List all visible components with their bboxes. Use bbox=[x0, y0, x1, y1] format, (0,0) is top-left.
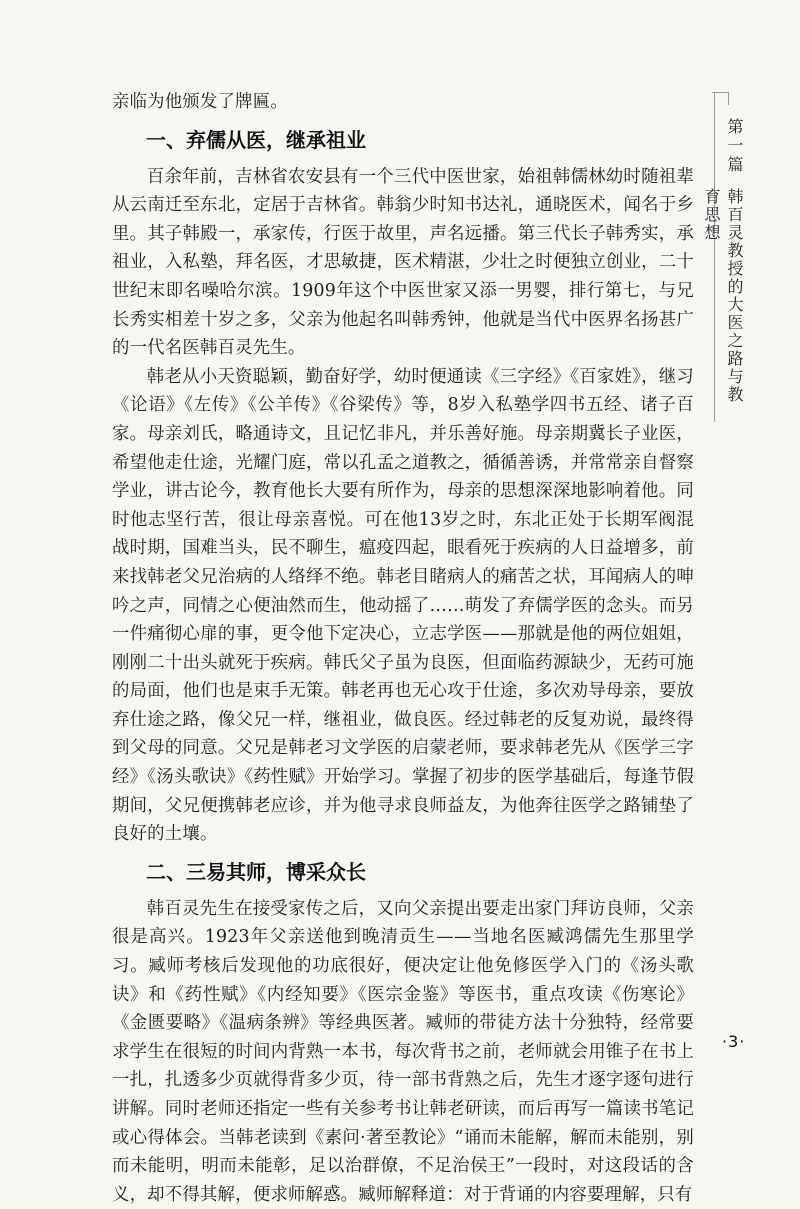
paragraph-3: 韩百灵先生在接受家传之后，又向父亲提出要走出家门拜访良师，父亲很是高兴。1923年父亲送他到晚清贡生——当地名医臧鸿儒先生那里学习。臧师考核后发现他的功底很好，便决定让他免修医学入门的《汤头歌诀》和《药性赋》《内经知要》《医宗金鉴》等医书，重点攻读《伤寒论》《金匮要略》《温病条辨》等经典医著。臧师的带徒方法十分独特，经常要求学生在很短的时间内背熟一本书，每次背书之前，老师就会用锥子在书上一扎，扎透多少页就得背多少页，待一部书背熟之后，先生才逐字逐句进行讲解。同时老师还指定一些有关参考书让韩老研读，而后再写一篇读书笔记或心得体会。当韩老读到《素问·著至教论》“诵而未能解，解而未能别，别而未能明，明而未能彰，足以治群僚，不足治侯王”一段时，对这段话的含义，却不得其解，便求师解惑。臧师解释道：对于背诵的内容要理解，只有 bbox=[112, 898, 694, 1205]
chapter-label: 第一篇 bbox=[725, 118, 744, 175]
chapter-title: 韩百灵教授的大医之路与教育思想 bbox=[702, 188, 744, 404]
chapter-sidebar bbox=[702, 92, 752, 412]
sidebar-corner-mark bbox=[712, 92, 729, 105]
paragraph-continued: 亲临为他颁发了牌匾。 bbox=[112, 92, 288, 112]
sidebar-divider bbox=[714, 92, 715, 422]
section-heading-1: 一、弃儒从医，继承祖业 bbox=[146, 127, 366, 152]
page-body bbox=[112, 88, 694, 1209]
paragraph-1: 百余年前，吉林省农安县有一个三代中医世家，始祖韩儒林幼时随祖辈从云南迁至东北，定居于吉林省。韩翁少时知书达礼，通晓医术，闻名于乡里。其子韩殿一，承家传，行医于故里，声名远播。第三代长子韩秀实，承祖业，入私塾，拜名医，才思敏捷，医术精湛，少壮之时便独立创业，二十世纪末即名噪哈尔滨。1909年这个中医世家又添一男婴，排行第七，与兄长秀实相差十岁之多，父亲为他起名叫韩秀钟，他就是当代中医界名扬甚广的一代名医韩百灵先生。 bbox=[112, 166, 694, 359]
section-heading-2: 二、三易其师，博采众长 bbox=[146, 859, 366, 884]
paragraph-2: 韩老从小天资聪颖，勤奋好学，幼时便通读《三字经》《百家姓》，继习《论语》《左传》《公羊传》《谷梁传》等，8岁入私塾学四书五经、诸子百家。母亲刘氏，略通诗文，且记忆非凡，并乐善好施。母亲期冀长子业医，希望他走仕途，光耀门庭，常以孔孟之道教之，循循善诱，并常常亲自督察学业，讲古论今，教育他长大要有所作为，母亲的思想深深地影响着他。同时他志坚行苦，很让母亲喜悦。可在他13岁之时，东北正处于长期军阀混战时期，国难当头，民不聊生，瘟疫四起，眼看死于疾病的人日益增多，前来找韩老父兄治病的人络绎不绝。韩老目睹病人的痛苦之状，耳闻病人的呻吟之声，同情之心便油然而生，他动摇了……萌发了弃儒学医的念头。而另一件痛彻心扉的事，更令他下定决心，立志学医——那就是他的两位姐姐，刚刚二十出头就死于疾病。韩氏父子虽为良医，但面临药源缺少，无药可施的局面，他们也是束手无策。韩老再也无心攻于仕途，多次劝导母亲，要放弃仕途之路，像父兄一样，继祖业，做良医。经过韩老的反复劝说，最终得到父母的同意。父兄是韩老习文学医的启蒙老师，要求韩老先从《医学三字经》《汤头歌诀》《药性赋》开始学习。掌握了初步的医学基础后，每逢节假期间，父兄便携韩老应诊，并为他寻求良师益友，为他奔往医学之路铺垫了良好的土壤。 bbox=[112, 366, 694, 845]
page-number: ·3· bbox=[722, 1032, 746, 1051]
